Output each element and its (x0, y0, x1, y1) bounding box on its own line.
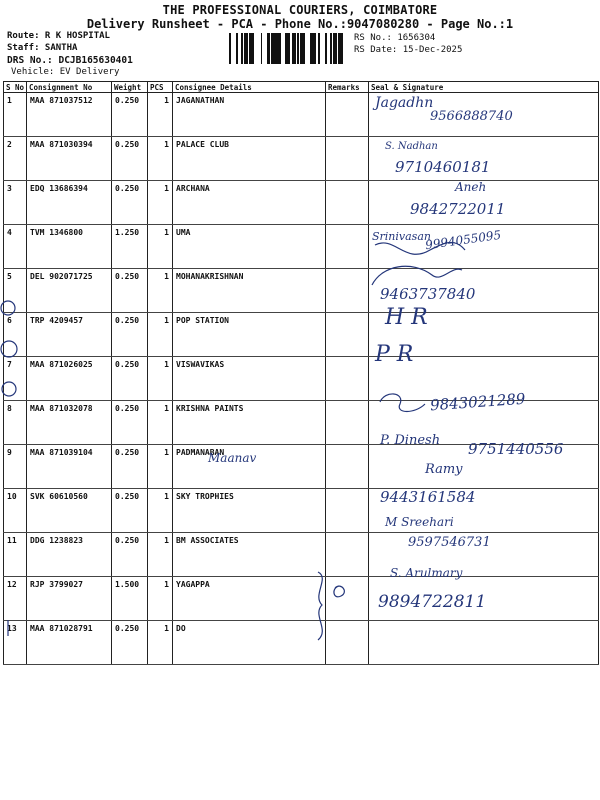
vehicle-label: Vehicle: EV Delivery (11, 67, 120, 77)
row3-signature: Aneh (455, 180, 487, 194)
row9-phone: 9751440556 (468, 440, 564, 458)
cell-consignment: TRP 4209457 (27, 313, 112, 357)
cell-pcs: 1 (148, 401, 173, 445)
cell-consignee: POP STATION (173, 313, 326, 357)
staff-label: Staff: SANTHA (7, 43, 78, 53)
cell-sno: 9 (4, 445, 27, 489)
row10-signature: Ramy (425, 462, 463, 477)
cell-remarks (326, 445, 369, 489)
row12-phone: 9894722811 (378, 592, 487, 612)
table-row (4, 313, 599, 357)
cell-weight: 0.250 (112, 401, 148, 445)
rs-number: RS No.: 1656304 (354, 33, 436, 43)
table-row (4, 269, 599, 313)
table-row (4, 621, 599, 665)
col-consignment: Consignment No (27, 82, 112, 93)
cell-weight: 0.250 (112, 621, 148, 665)
cell-consignee: DO (173, 621, 326, 665)
col-pcs: PCS (148, 82, 173, 93)
cell-sno: 6 (4, 313, 27, 357)
table-row (4, 533, 599, 577)
runsheet-table (3, 81, 599, 665)
row11-phone: 9597546731 (408, 535, 491, 550)
row8-phone: 9843021289 (429, 389, 526, 415)
cell-consignment: TVM 1346800 (27, 225, 112, 269)
cell-consignment: MAA 871026025 (27, 357, 112, 401)
row2-phone: 9710460181 (395, 158, 491, 176)
cell-pcs: 1 (148, 225, 173, 269)
row9-signature: P. Dinesh (380, 433, 441, 448)
cell-pcs: 1 (148, 489, 173, 533)
cell-pcs: 1 (148, 621, 173, 665)
col-seal-signature: Seal & Signature (369, 82, 599, 93)
cell-sno: 12 (4, 577, 27, 621)
col-remarks: Remarks (326, 82, 369, 93)
cell-consignee: SKY TROPHIES (173, 489, 326, 533)
cell-pcs: 1 (148, 357, 173, 401)
cell-remarks (326, 181, 369, 225)
runsheet-title: Delivery Runsheet - PCA - Phone No.:9047080280 - Page No.:1 (86, 17, 514, 31)
cell-remarks (326, 313, 369, 357)
cell-remarks (326, 533, 369, 577)
cell-consignment: MAA 871037512 (27, 93, 112, 137)
cell-consignment: EDQ 13686394 (27, 181, 112, 225)
cell-consignee: MOHANAKRISHNAN (173, 269, 326, 313)
table-row (4, 489, 599, 533)
row12-signature: S. Arulmary (390, 566, 463, 580)
cell-sno: 4 (4, 225, 27, 269)
cell-consignee: YAGAPPA (173, 577, 326, 621)
cell-consignment: MAA 871028791 (27, 621, 112, 665)
cell-weight: 0.250 (112, 137, 148, 181)
cell-consignment: DDG 1238823 (27, 533, 112, 577)
cell-pcs: 1 (148, 577, 173, 621)
cell-consignment: MAA 871030394 (27, 137, 112, 181)
drs-number: DRS No.: DCJB165630401 (7, 55, 133, 66)
cell-consignee: PALACE CLUB (173, 137, 326, 181)
table-row (4, 137, 599, 181)
cell-remarks (326, 577, 369, 621)
cell-remarks (326, 137, 369, 181)
cell-consignee: PADMANABAN (173, 445, 326, 489)
col-sno: S No (4, 82, 27, 93)
cell-consignment: DEL 902071725 (27, 269, 112, 313)
cell-sno: 3 (4, 181, 27, 225)
cell-sno: 2 (4, 137, 27, 181)
row7-signature: P R (375, 342, 414, 367)
cell-weight: 1.250 (112, 225, 148, 269)
table-row (4, 225, 599, 269)
col-weight: Weight (112, 82, 148, 93)
cell-weight: 0.250 (112, 533, 148, 577)
cell-sno: 7 (4, 357, 27, 401)
barcode-image (229, 33, 348, 64)
row4-phone: 9994055095 (424, 227, 502, 253)
cell-weight: 0.250 (112, 445, 148, 489)
cell-consignee: BM ASSOCIATES (173, 533, 326, 577)
route-label: Route: R K HOSPITAL (7, 31, 110, 41)
cell-remarks (326, 225, 369, 269)
cell-sno: 13 (4, 621, 27, 665)
cell-sno: 10 (4, 489, 27, 533)
cell-consignee: JAGANATHAN (173, 93, 326, 137)
table-row (4, 181, 599, 225)
cell-pcs: 1 (148, 93, 173, 137)
cell-sno: 11 (4, 533, 27, 577)
cell-pcs: 1 (148, 313, 173, 357)
cell-weight: 0.250 (112, 93, 148, 137)
row1-signature: Jagadhn (375, 95, 434, 111)
cell-pcs: 1 (148, 533, 173, 577)
cell-weight: 0.250 (112, 313, 148, 357)
cell-weight: 0.250 (112, 357, 148, 401)
cell-consignee: ARCHANA (173, 181, 326, 225)
row2-signature: S. Nadhan (385, 141, 438, 152)
cell-remarks (326, 621, 369, 665)
row9-note: Maanav (208, 451, 257, 465)
cell-consignment: MAA 871039104 (27, 445, 112, 489)
cell-pcs: 1 (148, 181, 173, 225)
cell-sno: 8 (4, 401, 27, 445)
company-title: THE PROFESSIONAL COURIERS, COIMBATORE (162, 3, 438, 17)
cell-weight: 1.500 (112, 577, 148, 621)
cell-weight: 0.250 (112, 181, 148, 225)
cell-consignment: RJP 3799027 (27, 577, 112, 621)
cell-remarks (326, 401, 369, 445)
row5-phone: 9463737840 (380, 285, 476, 303)
row1-phone: 9566888740 (430, 109, 513, 124)
rs-date: RS Date: 15-Dec-2025 (354, 45, 463, 55)
cell-consignee: UMA (173, 225, 326, 269)
cell-pcs: 1 (148, 269, 173, 313)
cell-consignee: KRISHNA PAINTS (173, 401, 326, 445)
cell-sno: 5 (4, 269, 27, 313)
cell-remarks (326, 93, 369, 137)
cell-weight: 0.250 (112, 489, 148, 533)
cell-remarks (326, 489, 369, 533)
cell-consignment: MAA 871032078 (27, 401, 112, 445)
cell-remarks (326, 357, 369, 401)
table-header-row (4, 82, 599, 93)
cell-weight: 0.250 (112, 269, 148, 313)
row4-signature: Srinivasan (372, 230, 431, 243)
row11-signature: M Sreehari (385, 515, 454, 529)
cell-consignee: VISWAVIKAS (173, 357, 326, 401)
cell-seal-signature (369, 621, 599, 665)
table-row (4, 577, 599, 621)
row10-phone: 9443161584 (380, 488, 476, 506)
cell-consignment: SVK 60610560 (27, 489, 112, 533)
cell-pcs: 1 (148, 445, 173, 489)
row6-signature: H R (385, 305, 428, 330)
col-consignee: Consignee Details (173, 82, 326, 93)
row3-phone: 9842722011 (410, 200, 506, 218)
cell-sno: 1 (4, 93, 27, 137)
cell-pcs: 1 (148, 137, 173, 181)
cell-remarks (326, 269, 369, 313)
